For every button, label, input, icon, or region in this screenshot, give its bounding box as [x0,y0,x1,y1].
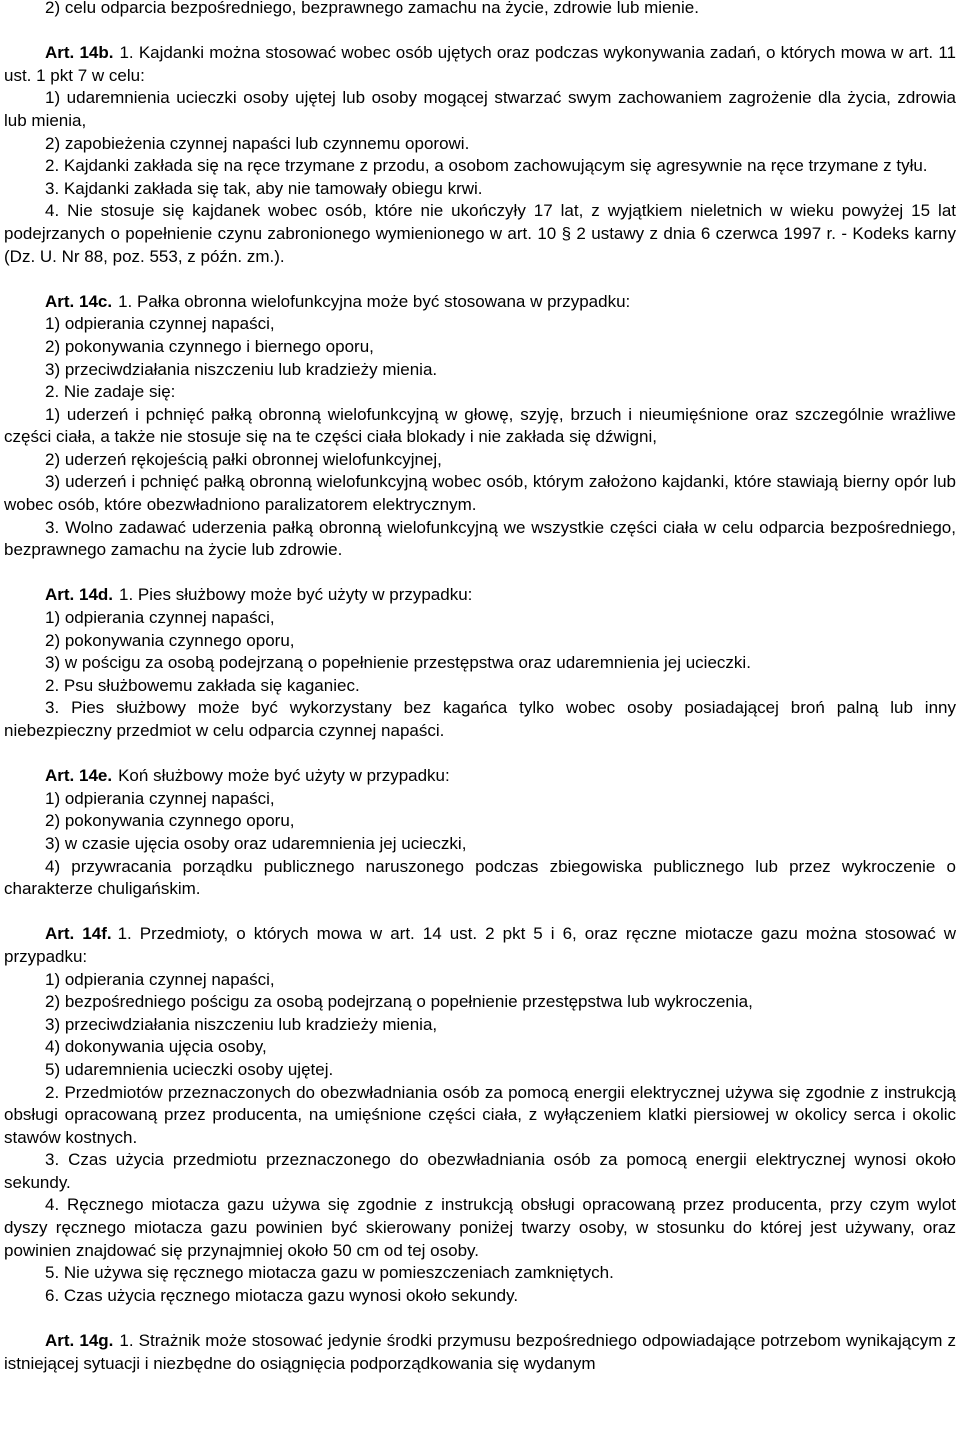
paragraph-text: 3) w pościgu za osobą podejrzaną o popełnienie przestępstwa oraz udaremnienia jej ucieczki. [45,653,751,673]
list-item [4,155,956,178]
paragraph-text: 5) udaremnienia ucieczki osoby ujętej. [45,1059,334,1079]
paragraph-text: 2) uderzeń rękojeścią pałki obronnej wielofunkcyjnej, [45,449,442,469]
article-paragraph [4,765,956,788]
paragraph-text: 3. Wolno zadawać uderzenia pałką obronną wielofunkcyjną we wszystkie części ciała w celu odparcia bezpośredniego, bezprawnego zamachu na życie lub zdrowie. [4,517,956,560]
list-item [4,1014,956,1037]
paragraph-text: 1. Kajdanki można stosować wobec osób ujętych oraz podczas wykonywania zadań, o których mowa w art. 11 ust. 1 pkt 7 w celu: [4,43,956,85]
paragraph-text: 2. Psu służbowemu zakłada się kaganiec. [45,675,360,695]
paragraph-text: 1) uderzeń i pchnięć pałką obronną wielofunkcyjną w głowę, szyję, brzuch i nieumięśnione oraz szczególnie wrażliwe części ciała, a także nie stosuje się na te części ciała blokady i nie zakłada się dźwigni, [4,404,956,447]
paragraph-spacer [4,901,956,924]
list-item [4,810,956,833]
list-item [4,1059,956,1082]
paragraph-text: Koń służbowy może być użyty w przypadku: [118,766,450,786]
list-item [4,1285,956,1308]
paragraph-text: 1) odpierania czynnej napaści, [45,969,275,989]
paragraph-spacer [4,20,956,43]
paragraph-text: 1. Pałka obronna wielofunkcyjna może być stosowana w przypadku: [118,291,631,311]
paragraph-spacer [4,1307,956,1330]
article-paragraph [4,923,956,968]
list-item [4,991,956,1014]
list-item [4,697,956,742]
paragraph-text: 4. Nie stosuje się kajdanek wobec osób, które nie ukończyły 17 lat, z wyjątkiem nieletnich w wieku powyżej 15 lat podejrzanych o popełnienie czynu zabronionego wymienionego w art. 10 § 2 ustawy z dnia 6 czerwca 1997 r. - Kodeks karny (Dz. U. Nr 88, poz. 553, z późn. zm.). [4,201,956,266]
list-item [4,404,956,449]
article-label: Art. 14d. [45,585,114,605]
article-paragraph [4,584,956,607]
list-item [4,1262,956,1285]
article-paragraph [4,42,956,87]
paragraph-text: 1) udaremnienia ucieczki osoby ujętej lub osoby mogącej stwarzać swym zachowaniem zagrożenie dla życia, zdrowia lub mienia, [4,88,956,130]
list-item [4,359,956,382]
list-item [4,630,956,653]
list-item [4,833,956,856]
paragraph-text: 2) pokonywania czynnego i biernego oporu, [45,336,374,356]
list-item [4,0,956,20]
list-item [4,607,956,630]
list-item [4,1194,956,1262]
list-item [4,1082,956,1150]
article-label: Art. 14c. [45,291,113,311]
article-paragraph [4,1330,956,1375]
paragraph-text: 6. Czas użycia ręcznego miotacza gazu wynosi około sekundy. [45,1285,519,1305]
paragraph-text: 5. Nie używa się ręcznego miotacza gazu w pomieszczeniach zamkniętych. [45,1263,614,1283]
list-item [4,1036,956,1059]
paragraph-text: 4. Ręcznego miotacza gazu używa się zgodnie z instrukcją obsługi opracowaną przez producenta, przy czym wylot dyszy ręcznego miotacza gazu powinien być skierowany poniżej twarzy osoby, w stosunku do której jest używany, oraz powinien znajdować się przynajmniej około 50 cm od tej osoby. [4,1195,956,1260]
article-label: Art. 14g. [45,1331,114,1351]
list-item [4,133,956,156]
list-item [4,788,956,811]
paragraph-text: 2) celu odparcia bezpośredniego, bezprawnego zamachu na życie, zdrowie lub mienie. [45,0,699,17]
list-item [4,381,956,404]
list-item [4,856,956,901]
paragraph-text: 2. Nie zadaje się: [45,382,176,402]
paragraph-text: 2) pokonywania czynnego oporu, [45,630,295,650]
paragraph-text: 1) odpierania czynnej napaści, [45,314,275,334]
paragraph-text: 2. Kajdanki zakłada się na ręce trzymane z przodu, a osobom zachowującym się agresywnie na ręce trzymane z tyłu. [45,156,928,176]
paragraph-spacer [4,268,956,291]
list-item [4,969,956,992]
paragraph-text: 1) odpierania czynnej napaści, [45,788,275,808]
list-item [4,200,956,268]
list-item [4,675,956,698]
article-label: Art. 14b. [45,43,114,63]
paragraph-text: 2) bezpośredniego pościgu za osobą podejrzaną o popełnienie przestępstwa lub wykroczenia, [45,992,753,1012]
paragraph-text: 3. Pies służbowy może być wykorzystany bez kagańca tylko wobec osoby posiadającej broń palną lub inny niebezpieczny przedmiot w celu odparcia czynnej napaści. [4,698,956,740]
list-item [4,336,956,359]
paragraph-text: 1) odpierania czynnej napaści, [45,608,275,628]
paragraph-text: 3) w czasie ujęcia osoby oraz udaremnienia jej ucieczki, [45,833,467,853]
list-item [4,178,956,201]
list-item [4,87,956,132]
paragraph-text: 3) uderzeń i pchnięć pałką obronną wielofunkcyjną wobec osób, którym założono kajdanki, które stawiają bierny opór lub wobec osób, które obezwładniono paralizatorem elektrycznym. [4,472,956,515]
paragraph-spacer [4,562,956,585]
list-item [4,517,956,562]
article-label: Art. 14f. [45,924,112,944]
document-body [4,0,956,1375]
list-item [4,1149,956,1194]
list-item [4,313,956,336]
paragraph-text: 3. Czas użycia przedmiotu przeznaczonego do obezwładniania osób za pomocą energii elektrycznej wynosi około sekundy. [4,1150,956,1192]
paragraph-text: 1. Strażnik może stosować jedynie środki przymusu bezpośredniego odpowiadające potrzebom wynikającym z istniejącej sytuacji i niezbędne do osiągnięcia podporządkowania się wydanym [4,1331,956,1373]
paragraph-text: 3) przeciwdziałania niszczeniu lub kradzieży mienia. [45,359,438,379]
paragraph-text: 1. Przedmioty, o których mowa w art. 14 ust. 2 pkt 5 i 6, oraz ręczne miotacze gazu można stosować w przypadku: [4,924,957,966]
paragraph-spacer [4,743,956,766]
list-item [4,449,956,472]
paragraph-text: 3. Kajdanki zakłada się tak, aby nie tamowały obiegu krwi. [45,178,483,198]
article-paragraph [4,291,956,314]
paragraph-text: 2. Przedmiotów przeznaczonych do obezwładniania osób za pomocą energii elektrycznej używa się zgodnie z instrukcją obsługi opracowaną przez producenta, na umięśnione części ciała, z wyłączeniem klatki piersiowej w okolicy serca i okolic stawów kostnych. [4,1082,956,1147]
paragraph-text: 4) dokonywania ujęcia osoby, [45,1037,267,1057]
paragraph-text: 2) zapobieżenia czynnej napaści lub czynnemu oporowi. [45,133,470,153]
paragraph-text: 3) przeciwdziałania niszczeniu lub kradzieży mienia, [45,1014,438,1034]
paragraph-text: 2) pokonywania czynnego oporu, [45,811,295,831]
list-item [4,652,956,675]
paragraph-text: 4) przywracania porządku publicznego naruszonego podczas zbiegowiska publicznego lub przez wykroczenie o charakterze chuligańskim. [4,856,956,899]
article-label: Art. 14e. [45,766,113,786]
list-item [4,471,956,516]
paragraph-text: 1. Pies służbowy może być użyty w przypadku: [119,585,473,605]
